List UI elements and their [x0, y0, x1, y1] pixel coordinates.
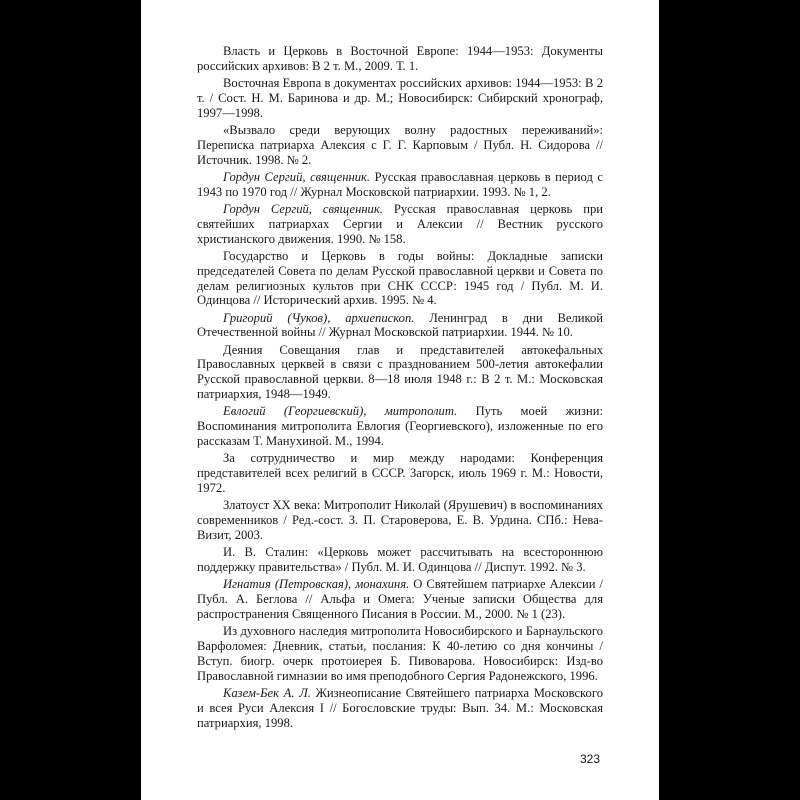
- entry-text: «Вызвало среди верующих волну радостных переживаний»: Переписка патриарха Алексия с Г. Г. Карповым / Публ. Н. Сидорова // Источник. 1998. № 2.: [197, 122, 603, 167]
- bibliography-entry: [197, 76, 603, 121]
- bibliography-entry: [197, 498, 603, 543]
- bibliography-entry: [197, 311, 603, 341]
- entry-text: Жизнеописание Святейшего патриарха Московского и всея Руси Алексия I // Богословские труды: Вып. 34. М.: Московская патриархия, 1998.: [197, 685, 603, 730]
- bibliography-entry: [197, 577, 603, 622]
- page-number: 323: [579, 752, 600, 766]
- bibliography-entry: [197, 343, 603, 403]
- bibliography-entry: [197, 202, 603, 247]
- bibliography-entry: [197, 123, 603, 168]
- entry-author: Григорий (Чуков), архиепископ.: [223, 310, 415, 325]
- entry-text: За сотрудничество и мир между народами: Конференция представителей всех религий в СССР. Загорск, июль 1969 г. М.: Новости, 1972.: [197, 451, 603, 496]
- entry-text: Из духовного наследия митрополита Новосибирского и Барнаульского Варфоломея: Дневник, статьи, послания: К 40-летию со дня кончины / Вступ. биогр. очерк протоиерея Б. Пивоварова. Новосибирск: Изд-во Православной гимназии во имя преподобного Сергия Радонежского, 1996.: [197, 623, 603, 683]
- bibliography-entry: [197, 545, 603, 575]
- bibliography-entry: [197, 404, 603, 449]
- entry-text: Русская православная церковь при святейших патриархах Сергии и Алексии // Вестник русского христианского движения. 1990. № 158.: [197, 201, 603, 246]
- entry-author: Игнатия (Петровская), монахиня.: [223, 577, 410, 592]
- entry-text: Русская православная церковь в период с 1943 по 1970 год // Журнал Московской патриархии. 1993. № 1, 2.: [197, 169, 603, 199]
- entry-text: Государство и Церковь в годы войны: Докладные записки председателей Совета по делам Русской православной церкви и Совета по делам религиозных культов при СНК СССР: 1945 год / Публ. М. И. Одинцова // Исторический архив. 1995. № 4.: [197, 248, 603, 308]
- bibliography-list: [197, 44, 603, 733]
- entry-text: Деяния Совещания глав и представителей автокефальных Православных церквей в связи с празднованием 500-летия автокефалии Русской православной церкви. 8—18 июля 1948 г.: В 2 т. М.: Московская патриархия, 1948—1949.: [197, 342, 603, 402]
- bibliography-entry: [197, 686, 603, 731]
- bibliography-entry: [197, 44, 603, 74]
- bibliography-entry: [197, 249, 603, 309]
- entry-text: Златоуст XX века: Митрополит Николай (Ярушевич) в воспоминаниях современников / Ред.-сост. З. П. Староверова, Е. В. Урдина. СПб.: Нева-Визит, 2003.: [197, 498, 603, 542]
- bibliography-entry: [197, 451, 603, 496]
- book-page: [141, 0, 659, 800]
- entry-text: Путь моей жизни: Воспоминания митрополита Евлогия (Георгиевского), изложенные по его рассказам Т. Манухиной. М., 1994.: [197, 404, 603, 449]
- entry-author: Казем-Бек А. Л.: [223, 685, 311, 700]
- entry-text: О Святейшем патриархе Алексии / Публ. А. Беглова // Альфа и Омега: Ученые записки Общества для распространения Священного Писания в России. М., 2000. № 1 (23).: [197, 577, 603, 621]
- entry-text: Власть и Церковь в Восточной Европе: 1944—1953: Документы российских архивов: В 2 т. М., 2009. Т. 1.: [197, 44, 603, 73]
- entry-author: Гордун Сергий, священник.: [223, 169, 371, 184]
- entry-author: Гордун Сергий, священник.: [223, 201, 383, 216]
- entry-text: Восточная Европа в документах российских архивов: 1944—1953: В 2 т. / Сост. Н. М. Баринова и др. М.; Новосибирск: Сибирский хронограф, 1997—1998.: [197, 76, 603, 120]
- entry-author: Евлогий (Георгиевский), митрополит.: [223, 404, 458, 419]
- bibliography-entry: [197, 624, 603, 684]
- entry-text: И. В. Сталин: «Церковь может рассчитывать на всестороннюю поддержку правительства» / Публ. М. И. Одинцова // Диспут. 1992. № 3.: [197, 545, 603, 574]
- bibliography-entry: [197, 170, 603, 200]
- entry-text: Ленинград в дни Великой Отечественной войны // Журнал Московской патриархии. 1944. № 10.: [197, 310, 604, 340]
